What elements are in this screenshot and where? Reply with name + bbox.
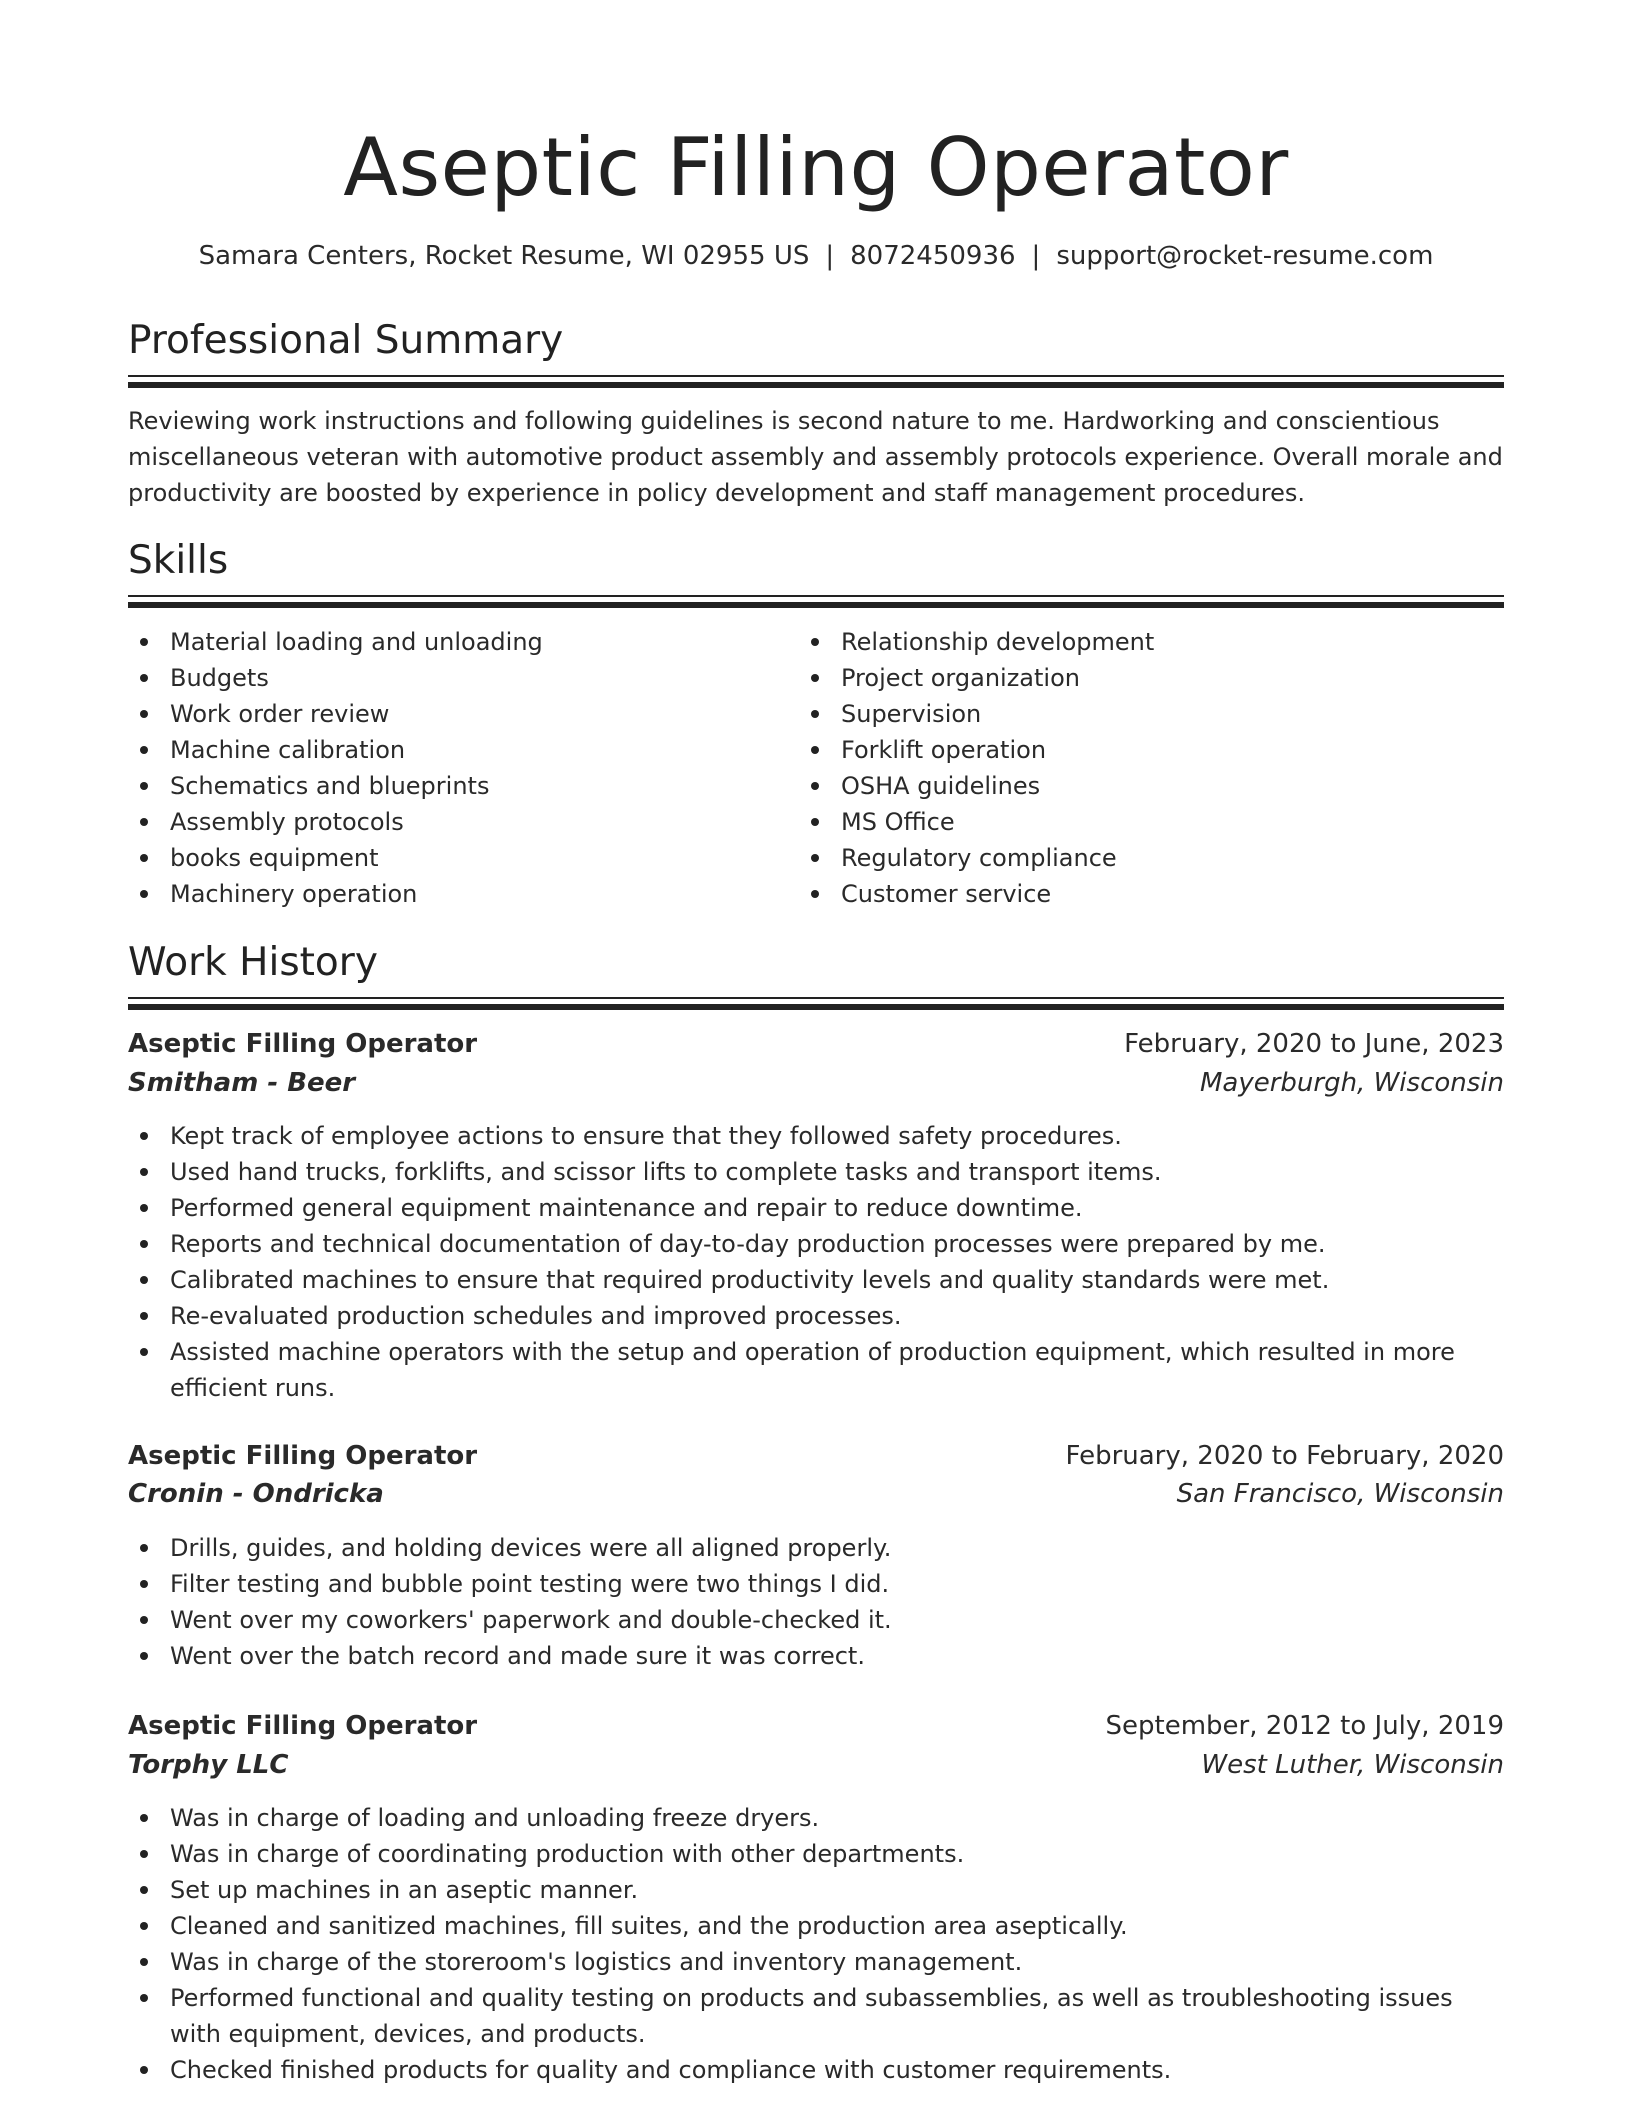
job-duty: Set up machines in an aseptic manner. bbox=[170, 1872, 1504, 1908]
skill-item: Supervision bbox=[841, 696, 1461, 732]
job-dates: September, 2012 to July, 2019 bbox=[1105, 1711, 1504, 1741]
skills-list-left bbox=[126, 624, 790, 912]
job-duty: Was in charge of the storeroom's logistics and inventory management. bbox=[170, 1944, 1504, 1980]
skill-item: Machine calibration bbox=[170, 732, 790, 768]
contact-separator: | bbox=[1031, 241, 1041, 271]
job-location: West Luther, Wisconsin bbox=[1201, 1750, 1504, 1780]
skills-divider bbox=[128, 595, 1504, 606]
skill-item: Material loading and unloading bbox=[170, 624, 790, 660]
skill-item: MS Office bbox=[841, 804, 1461, 840]
skills-list-right bbox=[797, 624, 1461, 912]
contact-phone: 8072450936 bbox=[850, 241, 1016, 271]
skill-item: OSHA guidelines bbox=[841, 768, 1461, 804]
job-title: Aseptic Filling Operator bbox=[128, 1441, 478, 1471]
job-duty: Went over my coworkers' paperwork and double-checked it. bbox=[170, 1602, 1504, 1638]
work-history-heading: Work History bbox=[128, 940, 378, 985]
job-duty: Checked finished products for quality and compliance with customer requirements. bbox=[170, 2052, 1504, 2088]
skill-item: Work order review bbox=[170, 696, 790, 732]
contact-email[interactable]: support@rocket-resume.com bbox=[1056, 241, 1434, 271]
job-duty: Reports and technical documentation of day-to-day production processes were prepared by me. bbox=[170, 1226, 1504, 1262]
job-duty: Was in charge of loading and unloading freeze dryers. bbox=[170, 1800, 1504, 1836]
work-history-divider bbox=[128, 997, 1504, 1008]
resume-name: Aseptic Filling Operator bbox=[343, 121, 1289, 214]
skill-item: Customer service bbox=[841, 876, 1461, 912]
summary-text: Reviewing work instructions and following guidelines is second nature to me. Hardworking and conscientious miscellaneous veteran with automotive product assembly and assembly protocols experience. Overall morale and productivity are boosted by experience in policy development and staff management procedures. bbox=[128, 407, 1503, 507]
job-duty: Kept track of employee actions to ensure that they followed safety procedures. bbox=[170, 1118, 1504, 1154]
job-duty: Filter testing and bubble point testing were two things I did. bbox=[170, 1566, 1504, 1602]
job-location: Mayerburgh, Wisconsin bbox=[1199, 1068, 1504, 1098]
job-duties-list bbox=[126, 1530, 1504, 1674]
job-duty: Used hand trucks, forklifts, and scissor lifts to complete tasks and transport items. bbox=[170, 1154, 1504, 1190]
skill-item: Machinery operation bbox=[170, 876, 790, 912]
skill-item: Forklift operation bbox=[841, 732, 1461, 768]
job-duties-list bbox=[126, 1118, 1504, 1406]
job-location: San Francisco, Wisconsin bbox=[1176, 1479, 1504, 1509]
summary-heading: Professional Summary bbox=[128, 318, 564, 363]
job-duty: Drills, guides, and holding devices were all aligned properly. bbox=[170, 1530, 1504, 1566]
contact-separator: | bbox=[825, 241, 835, 271]
summary-divider bbox=[128, 375, 1504, 386]
job-duty: Re-evaluated production schedules and improved processes. bbox=[170, 1298, 1504, 1334]
skill-item: Project organization bbox=[841, 660, 1461, 696]
job-company: Cronin - Ondricka bbox=[128, 1479, 384, 1509]
job-duty: Assisted machine operators with the setup and operation of production equipment, which resulted in more efficient runs. bbox=[170, 1334, 1504, 1406]
job-duty: Was in charge of coordinating production with other departments. bbox=[170, 1836, 1504, 1872]
job-duty: Cleaned and sanitized machines, fill suites, and the production area aseptically. bbox=[170, 1908, 1504, 1944]
skills-heading: Skills bbox=[128, 538, 229, 583]
job-duty: Went over the batch record and made sure it was correct. bbox=[170, 1638, 1504, 1674]
job-company: Smitham - Beer bbox=[128, 1068, 356, 1098]
job-title: Aseptic Filling Operator bbox=[128, 1029, 478, 1059]
contact-line bbox=[0, 236, 1632, 276]
job-title: Aseptic Filling Operator bbox=[128, 1711, 478, 1741]
skill-item: Schematics and blueprints bbox=[170, 768, 790, 804]
skill-item: Regulatory compliance bbox=[841, 840, 1461, 876]
job-duties-list bbox=[126, 1800, 1504, 2088]
job-duty: Performed general equipment maintenance and repair to reduce downtime. bbox=[170, 1190, 1504, 1226]
skill-item: books equipment bbox=[170, 840, 790, 876]
skill-item: Relationship development bbox=[841, 624, 1461, 660]
skill-item: Budgets bbox=[170, 660, 790, 696]
skill-item: Assembly protocols bbox=[170, 804, 790, 840]
job-duty: Performed functional and quality testing on products and subassemblies, as well as troubleshooting issues with equipment, devices, and products. bbox=[170, 1980, 1504, 2052]
job-dates: February, 2020 to June, 2023 bbox=[1124, 1029, 1504, 1059]
job-duty: Calibrated machines to ensure that required productivity levels and quality standards were met. bbox=[170, 1262, 1504, 1298]
job-dates: February, 2020 to February, 2020 bbox=[1065, 1441, 1504, 1471]
job-company: Torphy LLC bbox=[128, 1750, 289, 1780]
contact-address: Samara Centers, Rocket Resume, WI 02955 US bbox=[198, 241, 810, 271]
